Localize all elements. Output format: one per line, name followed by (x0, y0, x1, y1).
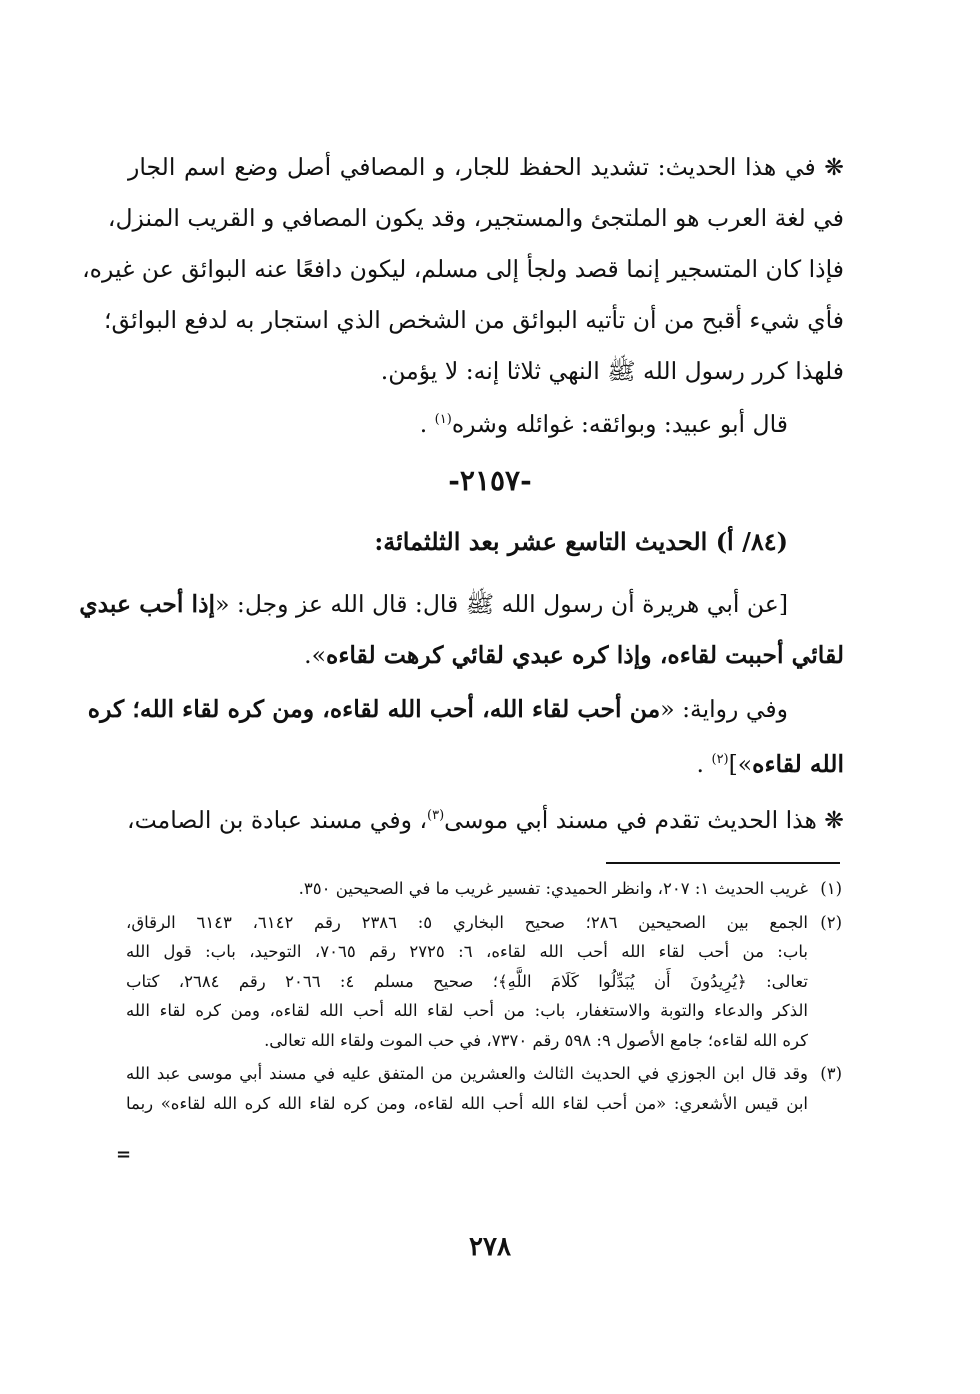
footnote-1 (126, 874, 842, 904)
footnote-ref: (٢) (711, 752, 729, 767)
hadith-end: ». (304, 641, 327, 669)
riwaya-bold: من أحب لقاء الله، أحب الله لقاءه، ومن كره لقاء الله؛ كره (87, 695, 661, 723)
footnote-ref: (٣) (427, 808, 445, 823)
riwaya-intro: وفي رواية: « (660, 695, 788, 723)
footnote-number: (١) (820, 879, 842, 898)
text-line: فأي شيء أقبح من أن تأتيه البوائق من الشخص الذي استجار به لدفع البوائق؛ (104, 306, 844, 334)
quote-end: . (419, 409, 428, 438)
text-line: فلهذا كرر رسول الله ﷺ النهي ثلاثا إنه: لا يؤمن. (380, 357, 844, 385)
footnote-line: تعالى: ﴿يُرِيدُونَ أَن يُبَدِّلُوا كَلَامَ اللَّهِ﴾؛ صحيح مسلم ٤: ٢٠٦٦ رقم ٢٦٨٤، كتاب (126, 971, 808, 991)
commentary-paragraph (82, 152, 844, 386)
footnote-line: الجمع بين الصحيحين ٢٨٦؛ صحيح البخاري ٥: ٢٣٨٦ رقم ٦١٤٢، ٦١٤٣ الرقاق، (126, 912, 808, 932)
text-segment: ، وفي مسند عبادة بن الصامت، (126, 805, 428, 834)
footnote-number: (٣) (820, 1064, 842, 1083)
section-heading: (٨٤/ أ) الحديث التاسع عشر بعد الثلثمائة: (374, 527, 788, 556)
footnote-line: كره الله لقاءه؛ جامع الأصول ٩: ٥٩٨ رقم ٧٣٧٠، في حب الموت ولقاء الله تعالى. (264, 1030, 808, 1050)
riwaya-bold: الله لقاءه (752, 749, 844, 778)
footnote-line: وقد قال ابن الجوزي في الحديث الثالث والعشرين من المتفق عليه في مسند أبي موسى عبد الله (126, 1064, 808, 1083)
text-line: ❋ في هذا الحديث: تشديد الحفظ للجار، و المصافي أصل وضع اسم الجار (128, 153, 844, 181)
footnote-number: (٢) (820, 912, 842, 932)
footnote-line: ابن قيس الأشعري: «من أحب لقاء الله أحب الله لقاءه، ومن كره لقاء الله كره الله لقاءه» ربما (126, 1093, 808, 1113)
footnote-divider (606, 862, 840, 864)
quote-text: قال أبو عبيد: وبوائقه: غوائله وشره (451, 409, 788, 438)
footnotes (126, 874, 842, 1118)
hadith-bold: إذا أحب عبدي (79, 590, 216, 618)
riwaya-end: »] (728, 749, 753, 778)
footnote-2 (126, 908, 842, 1056)
continuation-mark: = (116, 1144, 132, 1165)
hadith-bold: لقائي أحببت لقاءه، وإذا كره عبدي لقائي كرهت لقاءه (326, 641, 844, 669)
footnote-line: غريب الحديث ١: ٢٠٧، وانظر الحميدي: تفسير غريب ما في الصحيحين ٣٥٠. (298, 879, 808, 898)
text-line: فإذا كان المتسجير إنما قصد ولجأ إلى مسلم، ليكون دافعًا عنه البوائق عن غيره، (82, 255, 844, 283)
abu-ubaid-quote (128, 405, 844, 439)
hadith-number: -٢١٥٧- (448, 464, 532, 497)
riwaya-stop: . (696, 749, 704, 778)
commentary-paragraph (128, 801, 844, 835)
hadith-text (79, 589, 844, 670)
footnote-line: الذكر والدعاء والتوبة والاستغفار، باب: من أحب لقاء الله أحب الله لقاءه، ومن كره لقاء الله (126, 1001, 808, 1020)
footnote-3 (126, 1059, 842, 1118)
page-number: ٢٧٨ (469, 1232, 511, 1262)
text-line: في لغة العرب هو الملتجئ والمستجير، وقد يكون المصافي و القريب المنزل، (107, 204, 844, 232)
footnote-ref: (١) (434, 412, 452, 427)
hadith-intro: [عن أبي هريرة أن رسول الله ﷺ قال: قال الله عز وجل: « (215, 590, 788, 618)
riwaya-text (87, 694, 844, 779)
footnote-line: باب: من أحب لقاء الله أحب الله لقاءه، ٦: ٢٧٢٥ رقم ٧٠٦٥، التوحيد، باب: قول الله (126, 942, 809, 961)
text-segment: ❋ هذا الحديث تقدم في مسند أبي موسى (444, 805, 844, 834)
